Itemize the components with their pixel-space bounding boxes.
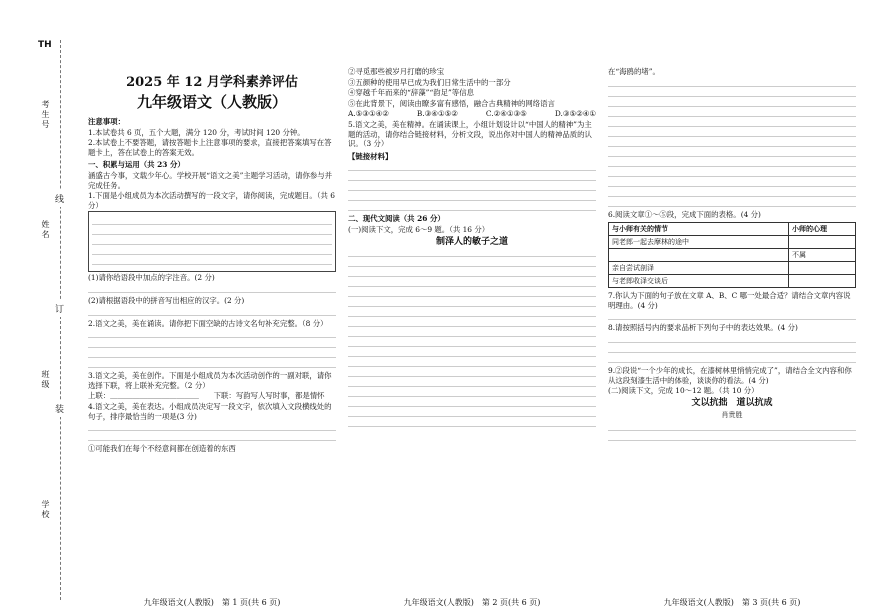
page-footer-3: 九年级语文(人教版) 第 3 页(共 6 页): [663, 598, 801, 607]
text-line: [608, 313, 856, 320]
binding-line: [60, 40, 61, 600]
text-line: [608, 80, 856, 87]
text-line: [348, 250, 596, 257]
table-row: [609, 236, 856, 249]
table-cell: 亲自尝试剖泽: [609, 262, 789, 275]
binding-strip: [0, 0, 82, 615]
order-item: ③五颜种的使用早已成为我们日常生活中的一部分: [348, 77, 511, 87]
text-line: [348, 340, 596, 347]
cut-mark-line: 线: [55, 190, 64, 207]
link-title: 【链接材料】: [348, 151, 393, 161]
cut-mark-bind: 装: [55, 400, 64, 417]
order-item: ②寻觅那些被岁月打磨的珍宝: [348, 67, 445, 76]
passage-continued: 在“海鸥的堵”。: [608, 67, 660, 76]
text-line: [348, 380, 596, 387]
text-line: [608, 110, 856, 117]
reading-intro: (一)阅读下文，完成 6～9 题。（共 16 分）: [348, 224, 490, 234]
choice-options: [348, 109, 596, 119]
text-line: [608, 120, 856, 127]
text-line: [92, 248, 332, 255]
table-header: 与小师有关的情节: [609, 223, 789, 236]
text-line: [348, 300, 596, 307]
text-line: [92, 218, 332, 225]
label-school: 学校: [41, 500, 50, 520]
table-cell: [789, 236, 856, 249]
text-line: [348, 370, 596, 377]
text-line: [608, 336, 856, 343]
table-cell: 与老郎收泽交谈后: [609, 275, 789, 288]
exam-title: 2025 年 12 月学科素养评估: [126, 75, 298, 90]
text-line: [348, 320, 596, 327]
choice-a: A.⑤③①④②: [348, 109, 389, 119]
section-heading: 一、积累与运用（共 23 分）: [88, 160, 185, 170]
text-line: [348, 330, 596, 337]
order-item: ④穿越千年而来的“辞藻”“韵足”等信息: [348, 88, 474, 98]
question-1a: (1)请你给语段中加点的字注音。(2 分): [88, 273, 215, 283]
notice-title: 注意事项：: [88, 117, 125, 126]
couplet: 上联：＿＿＿＿＿＿＿＿＿＿＿＿ 下联：写韵写人写时事，都是情怀: [88, 391, 325, 401]
question-3: 3.语文之美，美在创作。下面是小组成员为本次活动创作的一副对联，请你选择下联，将上联补充完整。（2 分）: [88, 371, 332, 390]
table-row: [609, 262, 856, 275]
text-line: [92, 258, 332, 265]
text-line: [608, 130, 856, 137]
choice-b: B.③④①⑤②: [416, 109, 458, 119]
label-exam-number: 考生号: [41, 100, 50, 130]
answer-line: [88, 351, 336, 358]
text-line: [348, 420, 596, 427]
text-line: [88, 434, 336, 441]
text-line: [348, 194, 596, 201]
option-1: ①可能我们在每个不经意间都在创造着的东西: [88, 444, 236, 454]
text-line: [348, 310, 596, 317]
text-line: [348, 350, 596, 357]
question-2: 2.语文之美，美在诵读。请你把下面空缺的古诗文名句补充完整。（8 分）: [88, 318, 328, 328]
text-line: [92, 238, 332, 245]
answer-line: [88, 309, 336, 316]
page-footer-2: 九年级语文(人教版) 第 2 页(共 6 页): [403, 598, 541, 607]
text-line: [348, 184, 596, 191]
answer-line: [88, 361, 336, 368]
text-line: [608, 356, 856, 363]
answer-line: [88, 331, 336, 338]
question-6: 6.阅读文章①～⑤段，完成下面的表格。(4 分): [608, 209, 761, 219]
th-mark: TH: [38, 40, 52, 50]
plot-table: [608, 222, 856, 288]
text-line: [608, 90, 856, 97]
reading-intro-2: (二)阅读下文，完成 10～12 题。（共 10 分）: [608, 386, 759, 396]
task-intro: 涵盛古今事，文载少年心。学校开展“语文之美”主题学习活动，请你参与并完成任务。: [88, 170, 333, 190]
table-cell: [789, 275, 856, 288]
page-footer-1: 九年级语文(人教版) 第 1 页(共 6 页): [143, 598, 281, 607]
text-line: [608, 346, 856, 353]
article-2-author: 肖贵胜: [721, 411, 743, 420]
question-1b: (2)请根据语段中的拼音写出相应的汉字。(2 分): [88, 295, 245, 305]
text-line: [348, 270, 596, 277]
table-row: [609, 249, 856, 262]
question-5: 5.语文之美，美在精神。在诵读课上，小组计划设计以“中国人的精神”为主题的活动，请你结合链接材料，分析文段，说出你对中国人的精神品质的认识。（3 分）: [348, 119, 592, 149]
text-line: [348, 360, 596, 367]
text-line: [348, 164, 596, 171]
table-cell: [609, 249, 789, 262]
page-1-column: [88, 64, 336, 455]
table-header-row: [609, 223, 856, 236]
text-line: [88, 424, 336, 431]
question-7: 7.你认为下面的句子放在文章 A、B、C 哪一处最合适？请结合文章内容说明理由。(4 分): [608, 291, 851, 310]
text-line: [608, 160, 856, 167]
text-line: [348, 400, 596, 407]
table-cell: [789, 262, 856, 275]
text-line: [608, 200, 856, 207]
page-2-column: [348, 66, 596, 430]
choice-c: C.②④①③⑤: [485, 109, 527, 119]
page-3-column: [608, 66, 856, 444]
exam-subtitle: 九年级语文（人教版）: [136, 93, 287, 111]
text-line: [348, 390, 596, 397]
question-4: 4.语文之美，美在表达。小组成员决定写一段文字，依次填入文段横线处的句子，排序最恰当的一项是(3 分): [88, 401, 332, 421]
article-title: 制泽人的敏子之道: [435, 236, 508, 247]
table-cell: 同老郎一起去摩林的途中: [609, 236, 789, 249]
passage-box: [88, 211, 336, 272]
text-line: [348, 280, 596, 287]
question-8: 8.请按照括号内的要求品析下列句子中的表达效果。(4 分): [608, 323, 798, 333]
notice-item: 2.本试卷上不要答题，请按答题卡上注意事项的要求，直接把答案填写在答题卡上，答在试卷上的答案无效。: [88, 138, 332, 157]
question-9: 9.②段说“一个少年的成长，在漆树林里悄悄完成了”，请结合全文内容和你从这段刻漆生活中的体验，谈谈你的看法。(4 分): [608, 365, 852, 385]
label-class: 班级: [41, 370, 50, 390]
order-item: ⑤在此背景下，阅读由瞭多富有感悟，融合古典精神的网络语言: [348, 98, 555, 108]
text-line: [92, 228, 332, 235]
text-line: [348, 260, 596, 267]
text-line: [608, 434, 856, 441]
table-cell: 不属: [789, 249, 856, 262]
section-heading: 二、现代文阅读（共 26 分）: [348, 214, 445, 224]
text-line: [608, 170, 856, 177]
text-line: [348, 174, 596, 181]
label-name: 姓名: [41, 220, 50, 240]
text-line: [608, 140, 856, 147]
text-line: [348, 204, 596, 211]
article-2-title: 文以抗拙 道以抗成: [691, 397, 773, 408]
question-1: 1.下面是小组成员为本次活动撰写的一段文字，请你阅读，完成题目。（共 6 分）: [88, 191, 335, 210]
table-row: [609, 275, 856, 288]
cut-mark-order: 订: [55, 300, 64, 317]
table-header: 小师的心理: [789, 223, 856, 236]
text-line: [608, 424, 856, 431]
notice-item: 1.本试卷共 6 页，五个大题，满分 120 分，考试时间 120 分钟。: [88, 127, 305, 137]
text-line: [608, 190, 856, 197]
text-line: [608, 100, 856, 107]
text-line: [608, 180, 856, 187]
text-line: [348, 290, 596, 297]
text-line: [608, 150, 856, 157]
choice-d: D.③⑤②④①: [554, 109, 596, 119]
answer-line: [88, 341, 336, 348]
text-line: [348, 410, 596, 417]
answer-line: [88, 286, 336, 293]
